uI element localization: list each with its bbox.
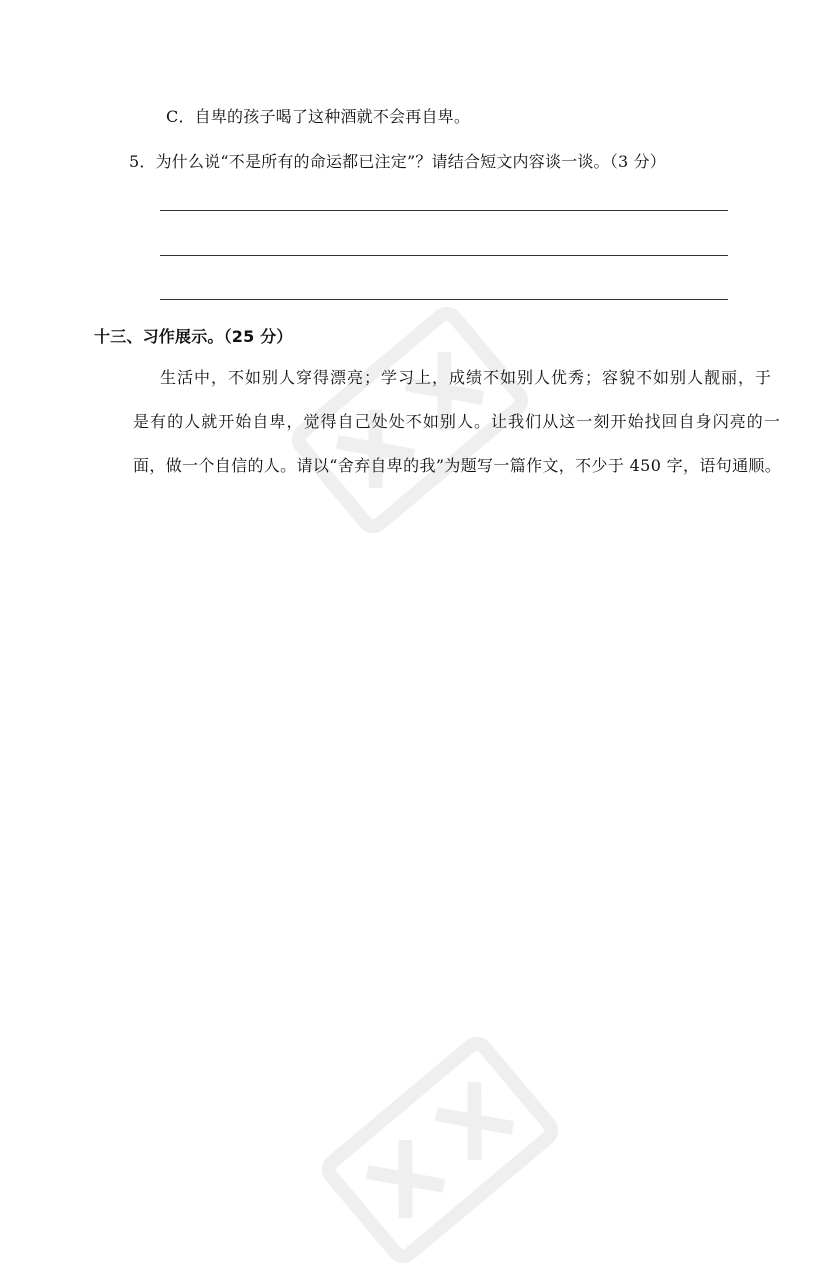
option-c-text: C．自卑的孩子喝了这种酒就不会再自卑。 xyxy=(166,107,471,126)
answer-line-3[interactable] xyxy=(160,299,728,300)
prompt-line-3: 面，做一个自信的人。请以“舍弃自卑的我”为题写一篇作文，不少于 450 字，语句通顺。 xyxy=(133,456,782,475)
prompt-line-2: 是有的人就开始自卑，觉得自己处处不如别人。让我们从这一刻开始找回自身闪亮的一 xyxy=(133,412,781,431)
section-13-title: 十三、习作展示。（25 分） xyxy=(94,327,293,346)
answer-line-1[interactable] xyxy=(160,210,728,211)
question-5-text: 5．为什么说“不是所有的命运都已注定”？请结合短文内容谈一谈。（3 分） xyxy=(129,152,667,171)
watermark-logo-bottom xyxy=(300,1030,580,1270)
answer-line-2[interactable] xyxy=(160,255,728,256)
prompt-line-1: 生活中，不如别人穿得漂亮；学习上，成绩不如别人优秀；容貌不如别人靓丽，于 xyxy=(160,368,773,387)
